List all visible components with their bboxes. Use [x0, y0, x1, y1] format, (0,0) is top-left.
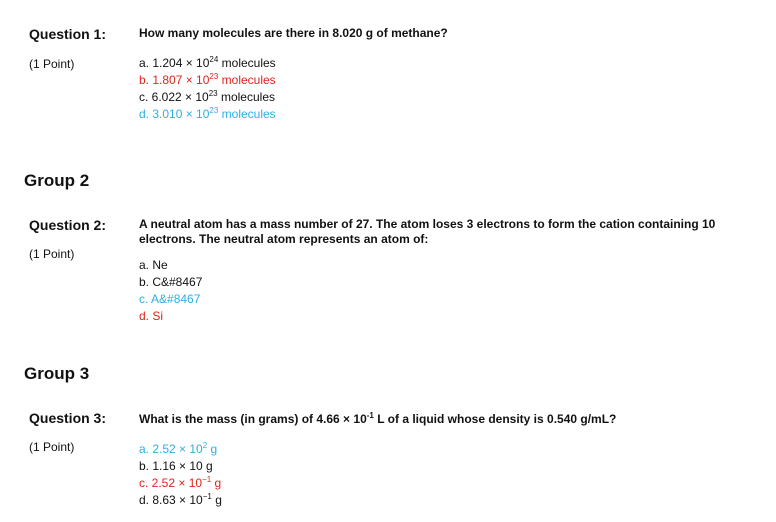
q3-choice-a[interactable]: a. $2.52 \times 10^2$ g — [139, 441, 218, 456]
question-1-points: (1 Point) — [29, 57, 75, 71]
question-3-choices — [139, 441, 222, 509]
q2-choice-a[interactable]: a. Ne — [139, 258, 168, 272]
q3-choice-d[interactable]: d. $8.63 \times 10^{-1}$ g — [139, 492, 222, 507]
question-3-label: Question 3: — [29, 410, 107, 426]
q2-choice-d[interactable]: d. Si — [139, 309, 164, 323]
question-3-points: (1 Point) — [29, 440, 75, 454]
group-3-heading: Group 3 — [24, 364, 90, 383]
question-2-text — [139, 217, 739, 247]
question-2-choices — [139, 257, 202, 325]
question-2-label: Question 2: — [29, 217, 107, 233]
question-2-text-line-1: A neutral atom has a mass number of 27. The atom loses 3 electrons to form the cation containing 10 — [139, 217, 716, 231]
question-2-points: (1 Point) — [29, 247, 75, 261]
q1-choice-b[interactable]: b. $1.807 \times 10^{23}$ molecules — [139, 72, 276, 87]
q1-choice-d[interactable]: d. $3.010 \times 10^{23}$ molecules — [139, 106, 276, 121]
q2-choice-b[interactable]: b. C&#8467 — [139, 275, 203, 289]
question-2-text-line-2: electrons. The neutral atom represents an atom of: — [139, 232, 429, 246]
q3-choice-b[interactable]: b. 1.16 × 10 g — [139, 459, 213, 473]
q1-choice-a[interactable]: a. $1.204 \times 10^{24}$ molecules — [139, 55, 276, 70]
question-1-choices — [139, 55, 276, 123]
question-1-text: How many molecules are there in 8.020 g of methane? — [139, 26, 448, 40]
q2-choice-c[interactable]: c. A&#8467 — [139, 292, 201, 306]
question-1-label: Question 1: — [29, 26, 107, 42]
q3-choice-c[interactable]: c. $2.52 \times 10^{-1}$ g — [139, 475, 222, 490]
q1-choice-c[interactable]: c. $6.022 \times 10^{23}$ molecules — [139, 89, 275, 104]
question-3-text: What is the mass (in grams) of $4.66 \times 10^{-1}$ L of a liquid whose density is 0.540 g/mL? — [139, 411, 617, 426]
group-2-heading: Group 2 — [24, 171, 90, 190]
